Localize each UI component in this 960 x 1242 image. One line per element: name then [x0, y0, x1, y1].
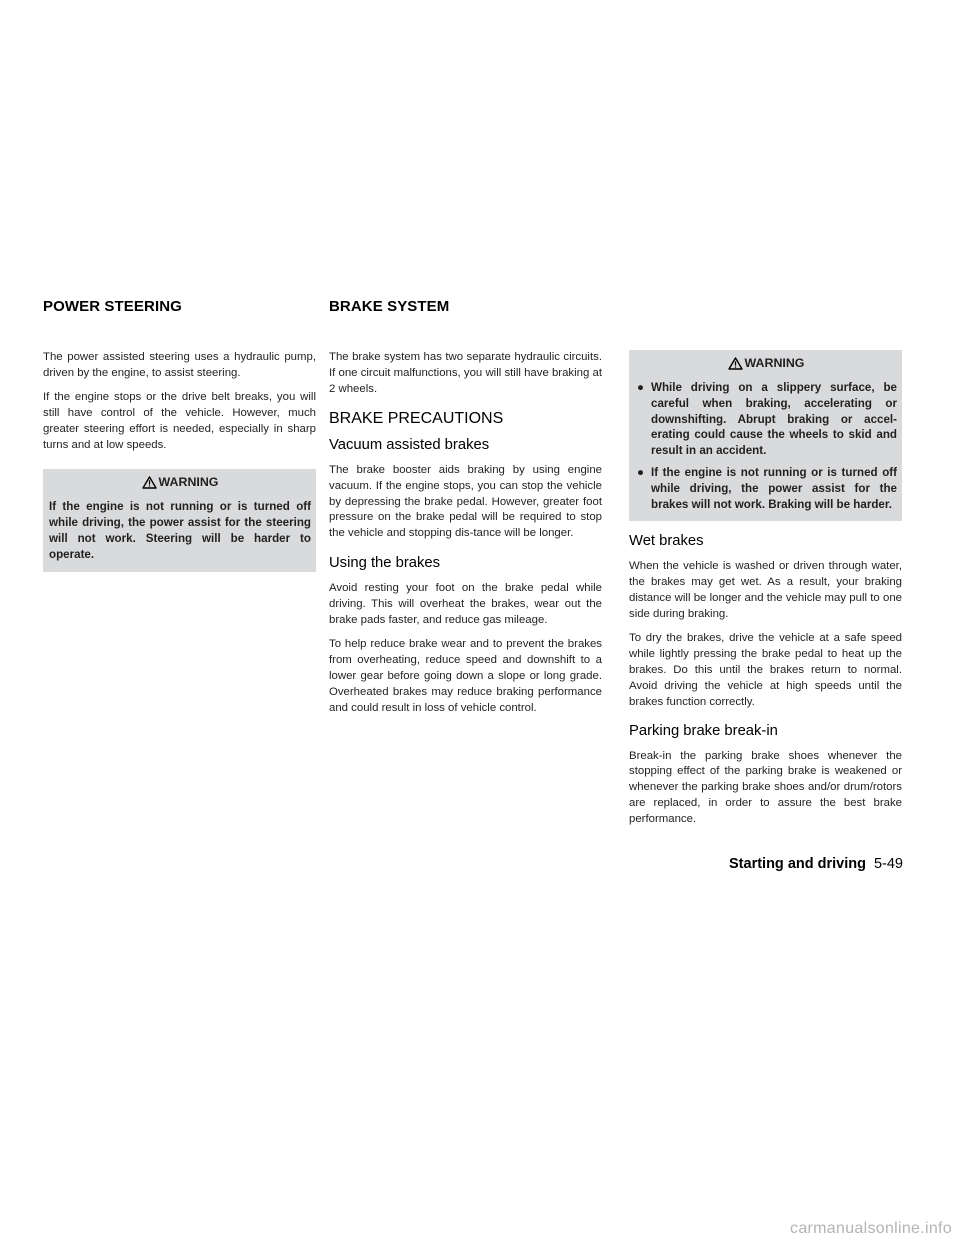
warning-box — [629, 350, 902, 521]
warning-text: If the engine is not running or is turned off while driving, the power assist for the steering will not work. Steering will be harder to operate. — [49, 500, 311, 561]
heading-power-steering: POWER STEERING — [43, 298, 182, 315]
warning-list — [635, 380, 897, 512]
warning-label: WARNING — [744, 356, 805, 370]
watermark: carmanualsonline.info — [790, 1220, 952, 1237]
paragraph: To dry the brakes, drive the vehicle at a safe speed while lightly pressing the brake pedal to heat up the brakes. Do this until the brakes return to normal. Avoid driving the vehicle at high speeds until the brakes function correctly. — [629, 632, 902, 708]
section-title: BRAKE PRECAUTIONS — [329, 409, 504, 427]
paragraph: The power assisted steering uses a hydraulic pump, driven by the engine, to assist steering. — [43, 351, 316, 379]
warning-label: WARNING — [158, 475, 219, 490]
warning-box — [43, 469, 316, 571]
paragraph: Avoid resting your foot on the brake pedal while driving. This will overheat the brakes, wear out the brake pads faster, and reduce gas mileage. — [329, 582, 602, 627]
warning-title — [635, 354, 897, 372]
page-footer — [729, 856, 903, 872]
paragraph: The brake system has two separate hydraulic circuits. If one circuit malfunctions, you will still have braking at 2 wheels. — [329, 351, 602, 395]
column-brake-system — [329, 350, 602, 725]
footer-section-name: Starting and driving — [729, 856, 866, 872]
warning-list-item — [635, 380, 897, 459]
column-brake-continued — [629, 350, 902, 836]
bullet-icon: ● — [637, 465, 645, 479]
subsection-title: Vacuum assisted brakes — [329, 436, 490, 453]
heading-brake-system: BRAKE SYSTEM — [329, 298, 450, 315]
warning-item-text: While driving on a slippery surface, be careful when braking, accelerating or downshifting. Abrupt braking or accel-erating could cause the wheels to skid and result in an accident. — [651, 381, 897, 458]
page-number: 5-49 — [873, 856, 903, 872]
paragraph: If the engine stops or the drive belt breaks, you will still have control of the vehicle. However, much greater steering effort is needed, especially in sharp turns and at low speeds. — [43, 390, 316, 451]
warning-item-text: If the engine is not running or is turned off while driving, the power assist for the brakes will not work. Braking will be harder. — [651, 465, 897, 511]
bullet-icon: ● — [637, 381, 645, 394]
subsection-title: Using the brakes — [329, 555, 441, 572]
paragraph: The brake booster aids braking by using engine vacuum. If the engine stops, you can stop the vehicle by depressing the brake pedal. However, greater foot pressure on the brake pedal will be required to stop the vehicle and stopping dis-tance will be longer. — [329, 463, 602, 540]
warning-list-item — [635, 465, 897, 512]
column-power-steering — [43, 350, 316, 582]
subsection-title: Parking brake break-in — [629, 722, 778, 739]
subsection-title: Wet brakes — [629, 533, 704, 550]
warning-title — [49, 473, 311, 491]
paragraph: When the vehicle is washed or driven through water, the brakes may get wet. As a result, your braking distance will be longer and the vehicle may pull to one side during braking. — [629, 560, 902, 621]
warning-triangle-icon — [728, 357, 743, 370]
paragraph: To help reduce brake wear and to prevent the brakes from overheating, reduce speed and downshift to a lower gear before going down a slope or long grade. Overheated brakes may reduce braking performance and could result in loss of vehicle control. — [329, 637, 602, 714]
paragraph: Break-in the parking brake shoes whenever the stopping effect of the parking brake is weakened or whenever the parking brake shoes and/or drum/rotors are replaced, in order to assure the best brake performance. — [629, 749, 902, 826]
warning-triangle-icon — [142, 476, 157, 489]
